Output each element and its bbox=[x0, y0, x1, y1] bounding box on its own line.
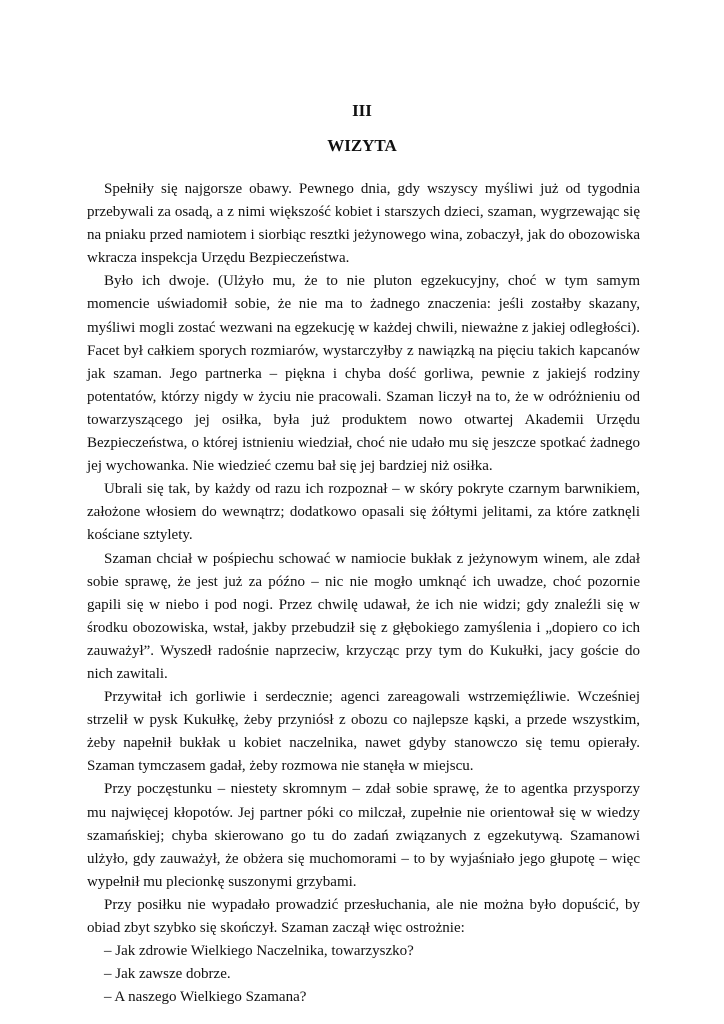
dialogue-line: – Jak zawsze dobrze. bbox=[104, 966, 231, 983]
dialogue-line: – Jak zdrowie Wielkiego Naczelnika, towarzyszko? bbox=[104, 943, 414, 960]
dialogue-line: – A naszego Wielkiego Szamana? bbox=[104, 989, 307, 1006]
chapter-body bbox=[87, 178, 640, 1009]
paragraph: Przy poczęstunku – niestety skromnym – zdał sobie sprawę, że to agentka przysporzy mu najwięcej kłopotów. Jej partner póki co milczał, zupełnie nie orientował się w wiedzy szamańskiej; chyba skierowano go tu do zadań związanych z egzekutywą. Szamanowi ulżyło, gdy zauważył, że obżera się muchomorami – to by wyjaśniało jego głupotę – więc wypełnił mu plecionkę suszonymi grzybami. bbox=[87, 781, 640, 890]
paragraph: Było ich dwoje. (Ulżyło mu, że to nie pluton egzekucyjny, choć w tym samym momencie uświadomił sobie, że nie ma to żadnego znaczenia: jeśli zostałby skazany, myśliwi mogli zostać wezwani na egzekucję w każdej chwili, nieważne z jakiej odległości). Facet był całkiem sporych rozmiarów, wystarczyłby z nawiązką na pięciu takich kapcanów jak szaman. Jego partnerka – piękna i chyba dość gorliwa, pewnie z jakiejś rodziny potentatów, którzy nigdy w życiu nie pracowali. Szaman liczył na to, że w odróżnieniu od towarzyszącego jej osiłka, była już produktem nowo otwartej Akademii Urzędu Bezpieczeństwa, o której istnieniu wiedział, choć nie udało mu się jeszcze spotkać żadnego jej wychowanka. Nie wiedzieć czemu bał się jej bardziej niż osiłka. bbox=[87, 273, 640, 475]
chapter-number: III bbox=[352, 101, 372, 120]
paragraph: Ubrali się tak, by każdy od razu ich rozpoznał – w skóry pokryte czarnym barwnikiem, założone włosiem do wewnątrz; dodatkowo opasali się żółtymi jelitami, za które zatknęli kościane sztylety. bbox=[87, 481, 640, 544]
paragraph: Spełniły się najgorsze obawy. Pewnego dnia, gdy wszyscy myśliwi już od tygodnia przebywali za osadą, a z nimi większość kobiet i starszych dzieci, szaman, wygrzewając się na pniaku przed namiotem i siorbiąc resztki jeżynowego wina, zobaczył, jak do obozowiska wkracza inspekcja Urzędu Bezpieczeństwa. bbox=[87, 181, 640, 267]
paragraph: Przy posiłku nie wypadało prowadzić przesłuchania, ale nie można było dopuścić, by obiad zbyt szybko się skończył. Szaman zaczął więc ostrożnie: bbox=[87, 896, 640, 936]
chapter-title: WIZYTA bbox=[327, 136, 397, 155]
paragraph: Przywitał ich gorliwie i serdecznie; agenci zareagowali wstrzemięźliwie. Wcześniej strzelił w pysk Kukułkę, żeby przyniósł z obozu co najlepsze kąski, a przede wszystkim, żeby napełnił bukłak u kobiet naczelnika, nawet gdyby stanowczo się temu opierały. Szaman tymczasem gadał, żeby rozmowa nie stanęła w miejscu. bbox=[87, 689, 640, 775]
paragraph: Szaman chciał w pośpiechu schować w namiocie bukłak z jeżynowym winem, ale zdał sobie sprawę, że jest już za późno – nic nie mogło umknąć ich uwadze, choć pozornie gapili się w niebo i pod nogi. Przez chwilę udawał, że ich nie widzi; gdy znaleźli się w środku obozowiska, wstał, jakby przebudził się z głębokiego zamyślenia i „dopiero co ich zauważył”. Wyszedł radośnie naprzeciw, krzycząc przy tym do Kukułki, jacy goście do nich zawitali. bbox=[87, 550, 640, 682]
